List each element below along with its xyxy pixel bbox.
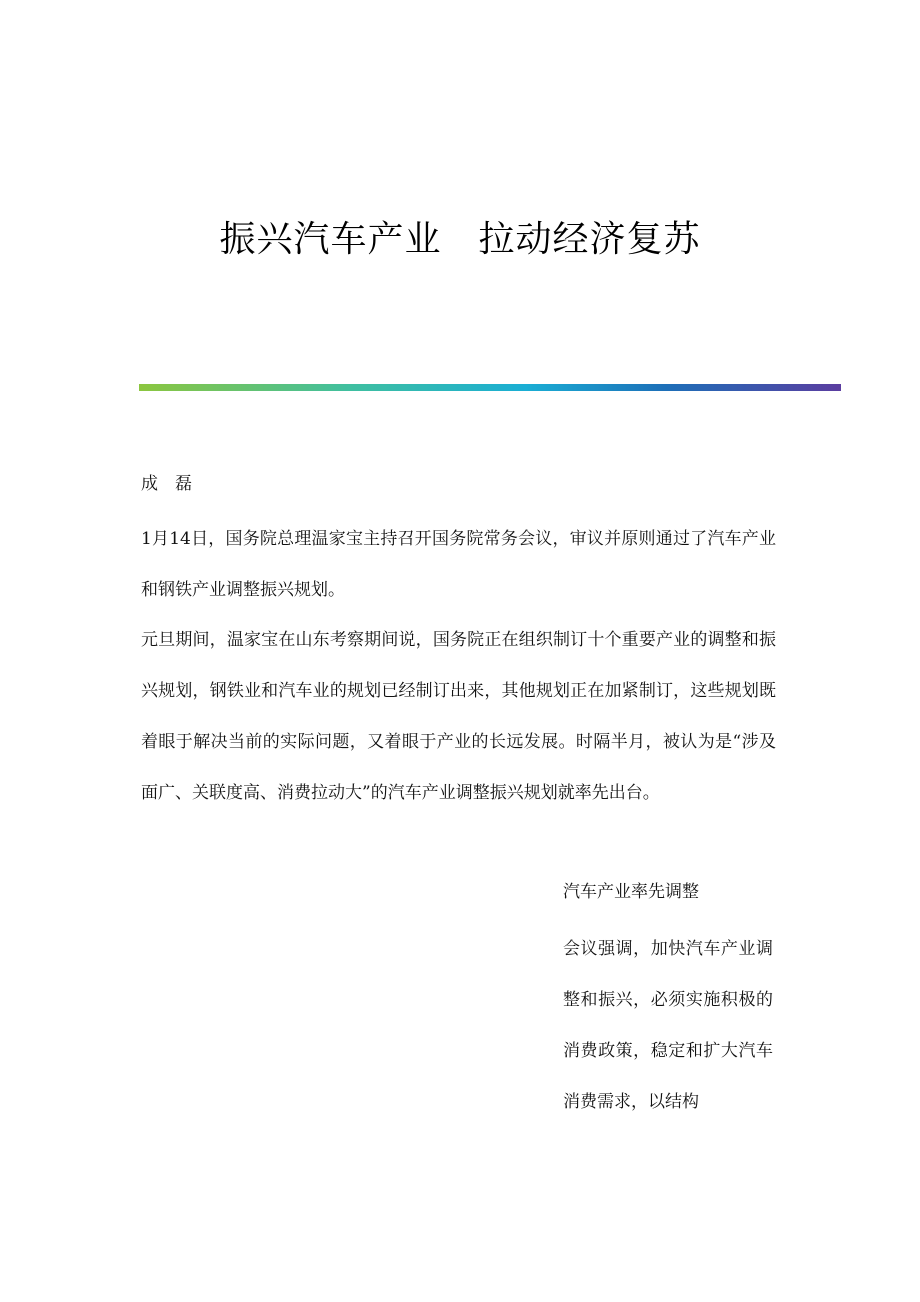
page-title: 振兴汽车产业 拉动经济复苏: [219, 219, 701, 260]
sidebar-box: [563, 867, 773, 1128]
sidebar-heading: 汽车产业率先调整: [563, 882, 699, 902]
author-name: 成 磊: [141, 474, 192, 494]
sidebar-text: 会议强调，加快汽车产业调整和振兴，必须实施积极的消费政策，稳定和扩大汽车消费需求，以结构: [563, 939, 773, 1112]
paragraph-1: 1月14日，国务院总理温家宝主持召开国务院常务会议，审议并原则通过了汽车产业和钢铁产业调整振兴规划。: [141, 529, 776, 600]
paragraph-2: 元旦期间，温家宝在山东考察期间说，国务院正在组织制订十个重要产业的调整和振兴规划，钢铁业和汽车业的规划已经制订出来，其他规划正在加紧制订，这些规划既着眼于解决当前的实际问题，又着眼于产业的长远发展。时隔半月，被认为是“涉及面广、关联度高、消费拉动大”的汽车产业调整振兴规划就率先出台。: [141, 630, 776, 803]
title-divider: [139, 384, 841, 391]
